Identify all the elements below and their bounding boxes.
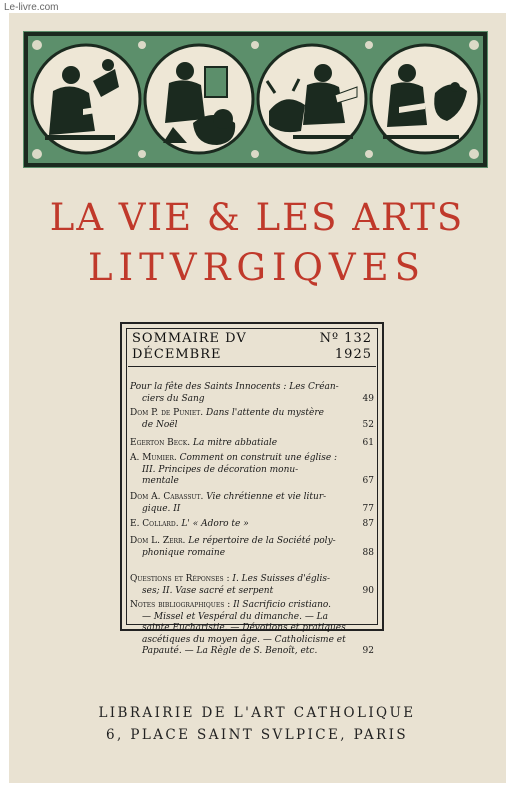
toc-entry-title: III. Principes de décoration monu- — [142, 464, 299, 475]
toc-entry-author: Notes bibliographiques : — [130, 600, 231, 610]
toc-entry-author: Questions et Réponses : — [130, 574, 230, 584]
toc-entry-line — [130, 382, 374, 394]
publisher-name: LIBRAIRIE DE L'ART CATHOLIQUE — [98, 705, 416, 721]
toc-entry-title: Vie chrétienne et vie litur- — [203, 492, 327, 502]
toc-entry-line — [130, 394, 374, 406]
toc-entry — [130, 438, 374, 450]
toc-entry-line — [130, 465, 374, 477]
toc-entry-line — [130, 453, 374, 465]
issue-year: 1925 — [334, 347, 372, 362]
toc-entry — [130, 408, 374, 431]
toc-entry-page: 87 — [362, 519, 374, 529]
toc-entry-line — [130, 504, 374, 516]
toc-entry — [130, 574, 374, 597]
toc-entry-title: gique. II — [142, 503, 181, 514]
toc-entry-title: phonique romaine — [142, 547, 226, 558]
toc-entry-line — [130, 635, 374, 647]
toc-entry-author: A. Mumier. — [130, 453, 177, 463]
toc-entry — [130, 519, 374, 531]
toc-entry-page: 49 — [362, 393, 374, 404]
toc-entry-line — [130, 574, 374, 586]
toc-entry-title: ses; II. Vase sacré et serpent — [142, 585, 274, 596]
toc-entry-author: Dom P. de Puniet. — [130, 408, 204, 418]
toc-heading: SOMMAIRE DV — [132, 331, 247, 346]
title-line-2: LITVRGIQVES — [87, 246, 427, 289]
toc-entry-title: Papauté. — La Règle de S. Benoît, etc. — [142, 646, 318, 656]
toc-entry-line — [130, 600, 374, 612]
toc-heading-row — [132, 331, 372, 346]
toc-entry — [130, 382, 374, 405]
toc-entry-author: Egerton Beck. — [130, 438, 191, 448]
toc-entry — [130, 492, 374, 515]
toc-entry-author: Dom L. Zerr. — [130, 536, 186, 546]
toc-entry-line — [130, 519, 374, 531]
toc-entry-title: Le répertoire de la Société poly- — [185, 536, 336, 546]
publisher-address: 6, PLACE SAINT SVLPICE, PARIS — [106, 727, 408, 743]
toc-entry-title: ascétiques du moyen âge. — Catholicisme et — [142, 634, 346, 645]
toc-entry-author: E. Collard. — [130, 519, 179, 529]
title-line-1: LA VIE & LES ARTS — [49, 196, 465, 239]
toc-entry-page: 61 — [362, 438, 374, 448]
toc-entry-title: I. Les Suisses d'églis- — [229, 574, 331, 584]
toc-entry-line — [130, 408, 374, 420]
toc-entry-title: La mitre abbatiale — [190, 438, 278, 448]
toc-date-row — [132, 347, 372, 362]
toc-entry-line — [130, 536, 374, 548]
toc-entry-title: de Noël — [142, 419, 178, 430]
toc-entry-page: 77 — [362, 503, 374, 514]
issue-month: DÉCEMBRE — [132, 347, 222, 362]
toc-entry-line — [130, 476, 374, 488]
woodcut-evangelists-illustration — [23, 31, 488, 168]
toc-entry-title: Pour la fête des Saints Innocents : Les Créan- — [130, 382, 339, 392]
toc-entry — [130, 536, 374, 559]
toc-entry-title: Comment on construit une église : — [176, 453, 338, 463]
toc-entry-line — [130, 438, 374, 450]
toc-entry — [130, 600, 374, 658]
toc-entry-line — [130, 492, 374, 504]
toc-entry-title: ciers du Sang — [142, 393, 205, 404]
toc-entry-page: 52 — [362, 419, 374, 430]
toc-entry-title: L' « Adoro te » — [178, 519, 249, 529]
toc-entry-line — [130, 420, 374, 432]
toc-entry-line — [130, 586, 374, 598]
issue-number: Nº 132 — [319, 331, 372, 346]
toc-entry-page: 92 — [362, 646, 374, 656]
toc-entry-author: Dom A. Cabassut. — [130, 492, 204, 502]
toc-entry-page: 90 — [362, 585, 374, 596]
watermark: Le-livre.com — [4, 2, 59, 13]
toc-entry-line — [130, 548, 374, 560]
toc-entry-title: mentale — [142, 476, 179, 486]
toc-entry-line — [130, 646, 374, 658]
toc-entry-title: Il Sacrificio cristiano. — [230, 600, 331, 610]
toc-divider — [128, 366, 376, 367]
toc-entry-page: 88 — [362, 547, 374, 558]
toc-entry — [130, 453, 374, 488]
toc-entry-line — [130, 623, 374, 635]
toc-entry-line — [130, 612, 374, 624]
toc-entry-title: Dans l'attente du mystère — [203, 408, 324, 418]
table-of-contents — [120, 322, 384, 656]
toc-entry-page: 67 — [362, 476, 374, 486]
toc-entry-title: — Missel et Vespéral du dimanche. — La — [142, 611, 329, 622]
toc-entry-title: sainte Eucharistie. — Dévotions et pratiques — [142, 623, 346, 633]
